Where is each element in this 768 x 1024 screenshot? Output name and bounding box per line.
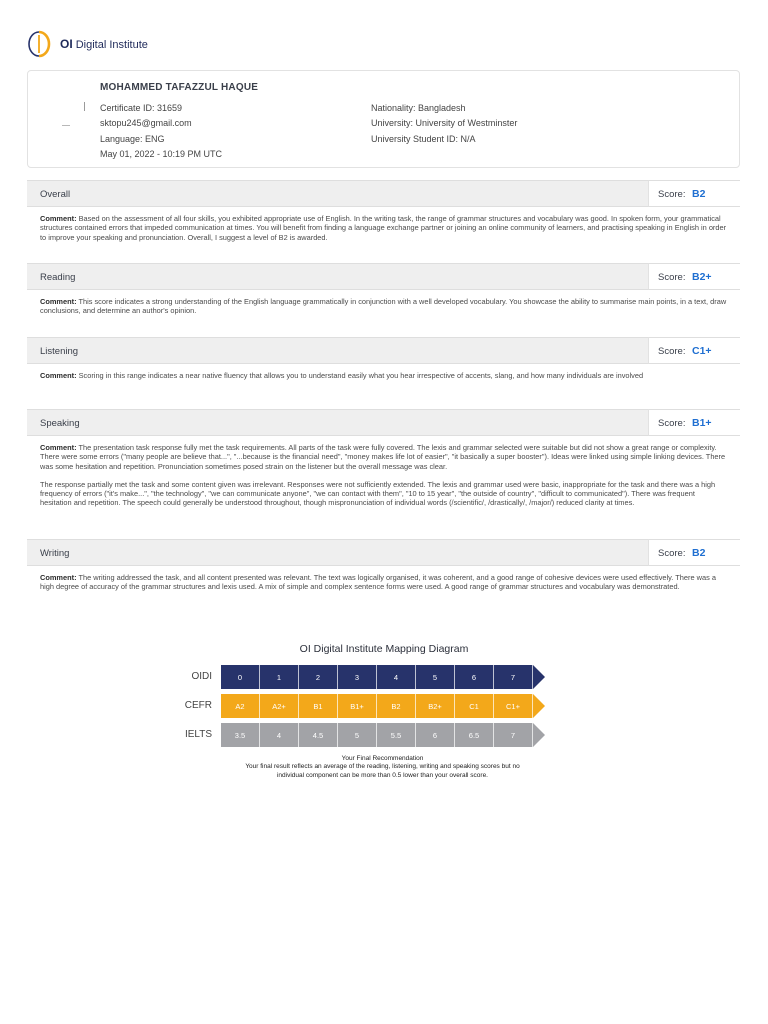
scale-cell: 7 [494,665,533,689]
score-label: Score: [658,346,686,357]
scale-cell: 6.5 [455,723,494,747]
section-header [27,409,740,436]
score-box [648,180,740,207]
score-label: Score: [658,272,686,283]
arrow-icon [533,723,545,747]
section-overall [27,180,740,242]
section-speaking [27,409,740,508]
section-title: Overall [40,189,71,200]
final-title: Your Final Recommendation [341,755,424,762]
brand-logo [26,30,148,58]
scale-cell: 5.5 [377,723,416,747]
section-listening [27,337,740,380]
row-label-cefr: CEFR [184,700,212,711]
scale-cell: B1 [299,694,338,718]
scale-cell: B2 [377,694,416,718]
score-box [648,539,740,566]
oidi-scale-bar [221,665,545,689]
test-language: Language: ENG [100,133,165,144]
section-comment-continued: The response partially met the task and some content given was irrelevant. Responses were not sufficiently extended. The lexis and grammar used were basic, inappropriate for the task and there was a high frequency of errors ("it's make...", "the technology", "we can communicate anyone", "we can contact with them", "10 to 15 year", "the outside of country", "difficult to communicated"). There was frequent hesitation and repetition. The speech could generally be understood throughout, though mispronunciation of individual words (/scientific/, /drastically/, /major/) reduced clarity at times. [40,479,716,508]
arrow-icon [533,665,545,689]
score-label: Score: [658,189,686,200]
scale-cell: 6 [455,665,494,689]
score-box [648,409,740,436]
oi-logo-icon [26,29,52,59]
scale-cell: 2 [299,665,338,689]
scale-cell: B1+ [338,694,377,718]
section-reading [27,263,740,316]
scale-cell: 7 [494,723,533,747]
student-id: University Student ID: N/A [371,133,476,144]
score-value: B1+ [692,417,712,429]
scale-cell: 5 [416,665,455,689]
avatar-placeholder [62,125,70,126]
score-box [648,263,740,290]
section-comment: Comment: This score indicates a strong understanding of the English language grammatically in conjunction with a well developed vocabulary. You showcase the ability to summarise main points, in a text, draw conclusions, and determine an author's opinion. [40,297,727,316]
scale-cell: 4.5 [299,723,338,747]
section-title: Writing [40,548,70,559]
cefr-scale-bar [221,694,545,718]
nationality: Nationality: Bangladesh [371,103,466,113]
candidate-details-right [371,101,517,147]
candidate-email: sktopu245@gmail.com [100,118,192,129]
candidate-details-left [100,101,222,163]
divider-mark [84,102,85,111]
score-label: Score: [658,418,686,429]
scale-cell: C1 [455,694,494,718]
section-comment: Comment: Based on the assessment of all four skills, you exhibited appropriate use of English. In the writing task, the range of grammar structures and vocabulary was good. In spoken form, your grammatical structures contained errors that impeded communication at times. You will benefit from finding a language exchange partner or joining an online community of learners, and practising speaking in English in order to improve your speaking and pronunciation. Overall, I suggest a level of B2 is awarded. [40,214,727,242]
score-value: C1+ [692,345,712,357]
section-comment: Comment: The writing addressed the task, and all content presented was relevant. The text was logically organised, it was coherent, and a good range of cohesive devices were used effectively. There was a high degree of accuracy of the grammar structures and lexis used. A mix of simple and complex sentence forms were used. A good range of grammar structures and vocabulary was demonstrated. [40,573,716,592]
university: University: University of Westminster [371,118,518,129]
diagram-title: OI Digital Institute Mapping Diagram [299,643,469,655]
score-value: B2 [692,547,706,559]
section-header [27,539,740,566]
scale-cell: A2+ [260,694,299,718]
row-label-oidi: OIDI [191,671,212,682]
ielts-scale-bar [221,723,545,747]
scale-cell: C1+ [494,694,533,718]
section-title: Listening [40,346,79,357]
scale-cell: 4 [377,665,416,689]
section-title: Reading [40,272,76,283]
score-box [648,337,740,364]
candidate-card [27,70,740,168]
certificate-id: Certificate ID: 31659 [100,103,183,113]
score-value: B2 [692,188,706,200]
section-comment: Comment: The presentation task response fully met the task requirements. All parts of the task were fully covered. The lexis and grammar selected were suitable but did not show a great range or complexity. There were some errors ("many people are believe that...", "...because is the financial need", "money makes life lot of easier", "it basically a super booster"). Ideas were linked using simple linking devices. There was some hesitation and repetition. Pronunciation sometimes posed strain on the listener but the overall message was clear. The response partially met the task and some content given was irrelevant. Responses were not sufficiently extended. The lexis and grammar used were basic, inappropriate for the task and there was a high frequency of errors ("it's make...", "the technology", "we can communicate anyone", "we can contact with them", "10 to 15 year", "the outside of country", "difficult to communicated"). There was frequent hesitation and repetition. The speech could generally be understood throughout, though mispronunciation of individual words (/scientific/, /drastically/, /major/) reduced clarity at times. [40,443,726,508]
section-header [27,263,740,290]
scale-cell: B2+ [416,694,455,718]
score-label: Score: [658,548,686,559]
test-date: May 01, 2022 - 10:19 PM UTC [100,149,223,160]
scale-cell: A2 [221,694,260,718]
section-header [27,180,740,207]
section-header [27,337,740,364]
final-recommendation [245,755,520,780]
brand-name: OI Digital Institute [60,37,148,51]
scale-cell: 0 [221,665,260,689]
section-title: Speaking [40,418,80,429]
section-comment: Comment: Scoring in this range indicates a near native fluency that allows you to understand easily what you hear irrespective of accents, slang, and how many individuals are involved [40,371,644,380]
scale-cell: 1 [260,665,299,689]
scale-cell: 6 [416,723,455,747]
scale-cell: 3 [338,665,377,689]
final-text: Your final result reflects an average of the reading, listening, writing and speaking scores but no individual component can be more than 0.5 lower than your overall score. [245,763,520,779]
scale-cell: 4 [260,723,299,747]
row-label-ielts: IELTS [184,729,212,740]
scale-cell: 3.5 [221,723,260,747]
candidate-name: MOHAMMED TAFAZZUL HAQUE [100,82,259,93]
section-writing [27,539,740,592]
arrow-icon [533,694,545,718]
score-value: B2+ [692,271,712,283]
scale-cell: 5 [338,723,377,747]
